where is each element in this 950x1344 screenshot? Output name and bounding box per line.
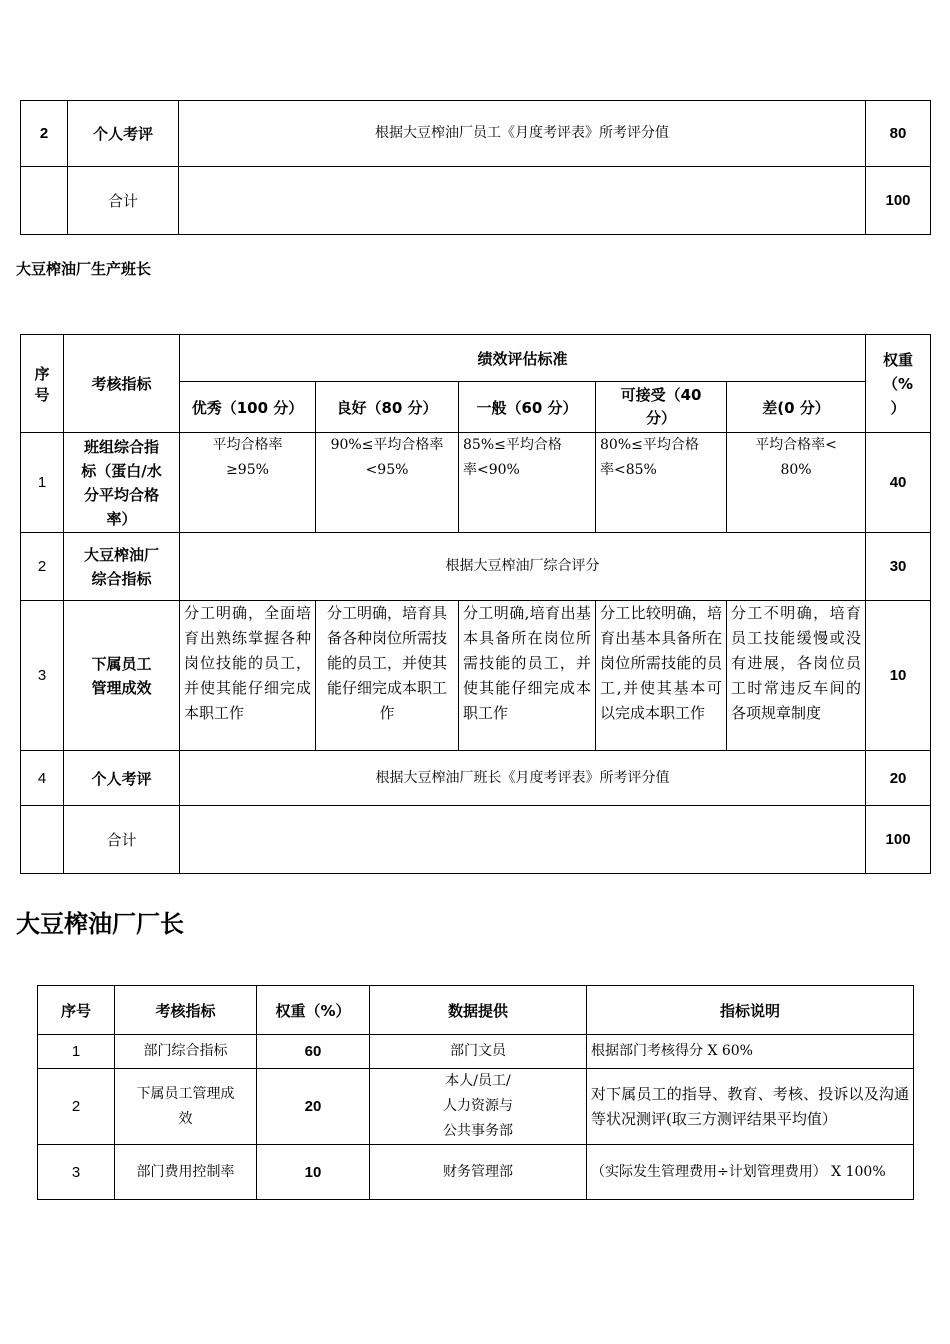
weight-cell: 40 <box>866 433 931 533</box>
level-cell: 分工明确，全面培育出熟练掌握各种岗位技能的员工，并使其能仔细完成本职工作 <box>180 601 316 751</box>
weight-cell: 10 <box>257 1145 370 1200</box>
level-cell: 90%≤平均合格率 <95% <box>316 433 459 533</box>
header-weight: 权重 （% ） <box>866 335 931 433</box>
total-label: 合计 <box>64 806 180 874</box>
table-row-total <box>21 167 931 235</box>
total-weight: 100 <box>866 167 931 235</box>
section-title: 大豆榨油厂厂长 <box>16 910 184 938</box>
description-cell: 根据大豆榨油厂综合评分 <box>180 533 866 601</box>
header-source: 数据提供 <box>370 986 587 1035</box>
row-number: 1 <box>38 1035 115 1069</box>
table-row <box>21 101 931 167</box>
row-number <box>21 167 68 235</box>
table-row <box>38 1145 914 1200</box>
description-cell: 根据部门考核得分 X 60% <box>587 1035 914 1069</box>
level-good: 良好（80 分） <box>316 382 459 433</box>
weight-cell: 30 <box>866 533 931 601</box>
row-number: 1 <box>21 433 64 533</box>
description-cell <box>180 806 866 874</box>
source-cell: 本人/员工/ 人力资源与 公共事务部 <box>370 1069 587 1145</box>
weight-cell: 80 <box>866 101 931 167</box>
table-row <box>21 751 931 806</box>
indicator-cell: 部门费用控制率 <box>115 1145 257 1200</box>
source-cell: 财务管理部 <box>370 1145 587 1200</box>
level-cell: 分工明确，培育具备各种岗位所需技能的员工，并使其能仔细完成本职工作 <box>316 601 459 751</box>
level-cell: 分工比较明确，培育出基本具备所在岗位所需技能的员工,并使其基本可以完成本职工作 <box>596 601 727 751</box>
level-average: 一般（60 分） <box>459 382 596 433</box>
indicator-cell: 大豆榨油厂 综合指标 <box>64 533 180 601</box>
weight-cell: 20 <box>257 1069 370 1145</box>
header-indicator: 考核指标 <box>64 335 180 433</box>
factory-director-table <box>37 985 914 1200</box>
description-cell: 根据大豆榨油厂班长《月度考评表》所考评分值 <box>180 751 866 806</box>
header-standard: 绩效评估标准 <box>180 335 866 382</box>
header-no: 序号 <box>38 986 115 1035</box>
description-cell: 对下属员工的指导、教育、考核、投诉以及沟通等状况测评(取三方测评结果平均值） <box>587 1069 914 1145</box>
row-number: 3 <box>38 1145 115 1200</box>
indicator-cell: 个人考评 <box>64 751 180 806</box>
table-row-total <box>21 806 931 874</box>
section-title: 大豆榨油厂生产班长 <box>16 260 152 278</box>
table-row <box>21 533 931 601</box>
row-number: 2 <box>21 101 68 167</box>
row-number <box>21 806 64 874</box>
header-indicator: 考核指标 <box>115 986 257 1035</box>
indicator-cell: 下属员工管理成 效 <box>115 1069 257 1145</box>
header-row <box>38 986 914 1035</box>
table-row <box>21 601 931 751</box>
row-number: 2 <box>21 533 64 601</box>
level-cell: 平均合格率 ≥95% <box>180 433 316 533</box>
header-weight: 权重（%） <box>257 986 370 1035</box>
header-row <box>21 335 931 382</box>
description-cell: （实际发生管理费用÷计划管理费用） X 100% <box>587 1145 914 1200</box>
level-acceptable: 可接受（40 分） <box>596 382 727 433</box>
table-row <box>38 1035 914 1069</box>
source-cell: 部门文员 <box>370 1035 587 1069</box>
table-row <box>38 1069 914 1145</box>
level-poor: 差(0 分） <box>727 382 866 433</box>
table-continued <box>20 100 931 235</box>
weight-cell: 20 <box>866 751 931 806</box>
indicator-cell: 下属员工 管理成效 <box>64 601 180 751</box>
level-cell: 80%≤平均合格 率<85% <box>596 433 727 533</box>
level-cell: 85%≤平均合格 率<90% <box>459 433 596 533</box>
indicator-cell: 个人考评 <box>68 101 179 167</box>
level-excellent: 优秀（100 分） <box>180 382 316 433</box>
total-weight: 100 <box>866 806 931 874</box>
description-cell <box>179 167 866 235</box>
description-cell: 根据大豆榨油厂员工《月度考评表》所考评分值 <box>179 101 866 167</box>
weight-cell: 10 <box>866 601 931 751</box>
row-number: 3 <box>21 601 64 751</box>
row-number: 2 <box>38 1069 115 1145</box>
shift-leader-table <box>20 334 931 874</box>
header-no: 序 号 <box>21 335 64 433</box>
level-cell: 平均合格率< 80% <box>727 433 866 533</box>
table-row <box>21 433 931 533</box>
row-number: 4 <box>21 751 64 806</box>
total-label: 合计 <box>68 167 179 235</box>
level-cell: 分工不明确，培育员工技能缓慢或没有进展，各岗位员工时常违反车间的各项规章制度 <box>727 601 866 751</box>
header-description: 指标说明 <box>587 986 914 1035</box>
indicator-cell: 班组综合指 标（蛋白/水 分平均合格 率） <box>64 433 180 533</box>
indicator-cell: 部门综合指标 <box>115 1035 257 1069</box>
weight-cell: 60 <box>257 1035 370 1069</box>
level-cell: 分工明确,培育出基本具备所在岗位所需技能的员工，并使其能仔细完成本职工作 <box>459 601 596 751</box>
